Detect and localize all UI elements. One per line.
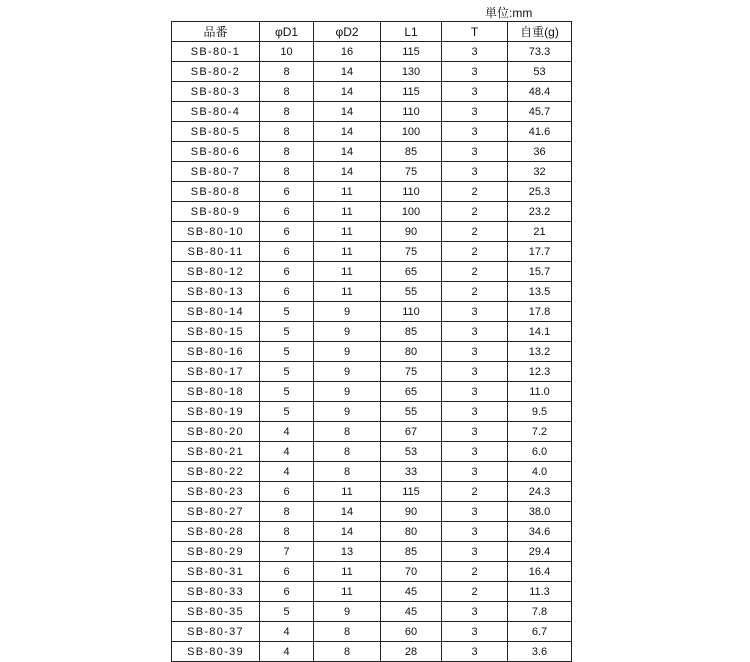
weight-cell: 17.7 (508, 242, 572, 262)
unit-label: 単位:mm (485, 6, 533, 20)
d1-cell: 7 (260, 542, 314, 562)
part-number-cell: SB-80-10 (172, 222, 260, 242)
l1-cell: 67 (381, 422, 442, 442)
weight-cell: 16.4 (508, 562, 572, 582)
t-cell: 2 (442, 202, 508, 222)
weight-cell: 41.6 (508, 122, 572, 142)
d1-cell: 4 (260, 462, 314, 482)
table-row (172, 622, 572, 642)
d2-cell: 14 (314, 142, 381, 162)
table-row (172, 402, 572, 422)
weight-cell: 73.3 (508, 42, 572, 62)
d2-cell: 14 (314, 502, 381, 522)
table-row (172, 162, 572, 182)
l1-cell: 75 (381, 162, 442, 182)
table-row (172, 122, 572, 142)
d1-cell: 6 (260, 562, 314, 582)
t-cell: 3 (442, 542, 508, 562)
d1-cell: 5 (260, 302, 314, 322)
weight-cell: 32 (508, 162, 572, 182)
weight-cell: 48.4 (508, 82, 572, 102)
d1-cell: 8 (260, 522, 314, 542)
part-number-cell: SB-80-27 (172, 502, 260, 522)
l1-cell: 75 (381, 242, 442, 262)
t-cell: 3 (442, 62, 508, 82)
t-cell: 3 (442, 622, 508, 642)
table-row (172, 42, 572, 62)
d2-cell: 11 (314, 262, 381, 282)
d2-cell: 14 (314, 162, 381, 182)
d2-cell: 14 (314, 62, 381, 82)
t-cell: 3 (442, 502, 508, 522)
table-row (172, 522, 572, 542)
d1-cell: 6 (260, 282, 314, 302)
l1-cell: 110 (381, 302, 442, 322)
header-weight: 自重(g) (508, 22, 572, 42)
l1-cell: 90 (381, 502, 442, 522)
d1-cell: 4 (260, 642, 314, 662)
part-number-cell: SB-80-3 (172, 82, 260, 102)
l1-cell: 85 (381, 142, 442, 162)
d1-cell: 10 (260, 42, 314, 62)
d1-cell: 4 (260, 422, 314, 442)
weight-cell: 4.0 (508, 462, 572, 482)
weight-cell: 38.0 (508, 502, 572, 522)
t-cell: 2 (442, 262, 508, 282)
t-cell: 3 (442, 522, 508, 542)
d1-cell: 5 (260, 602, 314, 622)
table-row (172, 82, 572, 102)
d1-cell: 5 (260, 402, 314, 422)
spec-table (171, 21, 572, 662)
t-cell: 3 (442, 322, 508, 342)
d2-cell: 11 (314, 202, 381, 222)
t-cell: 2 (442, 582, 508, 602)
d2-cell: 14 (314, 82, 381, 102)
d1-cell: 5 (260, 342, 314, 362)
header-t: T (442, 22, 508, 42)
t-cell: 2 (442, 242, 508, 262)
t-cell: 2 (442, 222, 508, 242)
part-number-cell: SB-80-19 (172, 402, 260, 422)
d1-cell: 5 (260, 362, 314, 382)
l1-cell: 115 (381, 482, 442, 502)
table-row (172, 442, 572, 462)
part-number-cell: SB-80-17 (172, 362, 260, 382)
t-cell: 3 (442, 422, 508, 442)
d2-cell: 11 (314, 282, 381, 302)
t-cell: 3 (442, 122, 508, 142)
d1-cell: 4 (260, 622, 314, 642)
t-cell: 2 (442, 482, 508, 502)
d2-cell: 16 (314, 42, 381, 62)
l1-cell: 55 (381, 282, 442, 302)
d1-cell: 8 (260, 122, 314, 142)
table-row (172, 182, 572, 202)
t-cell: 3 (442, 382, 508, 402)
d2-cell: 11 (314, 182, 381, 202)
part-number-cell: SB-80-28 (172, 522, 260, 542)
t-cell: 2 (442, 282, 508, 302)
header-d1: φD1 (260, 22, 314, 42)
part-number-cell: SB-80-14 (172, 302, 260, 322)
d2-cell: 8 (314, 642, 381, 662)
l1-cell: 80 (381, 522, 442, 542)
table-row (172, 382, 572, 402)
part-number-cell: SB-80-22 (172, 462, 260, 482)
d2-cell: 11 (314, 482, 381, 502)
l1-cell: 80 (381, 342, 442, 362)
weight-cell: 23.2 (508, 202, 572, 222)
d1-cell: 6 (260, 222, 314, 242)
table-header-row (172, 22, 572, 42)
part-number-cell: SB-80-7 (172, 162, 260, 182)
part-number-cell: SB-80-9 (172, 202, 260, 222)
part-number-cell: SB-80-15 (172, 322, 260, 342)
table-row (172, 582, 572, 602)
table-row (172, 242, 572, 262)
l1-cell: 110 (381, 182, 442, 202)
l1-cell: 28 (381, 642, 442, 662)
t-cell: 3 (442, 162, 508, 182)
weight-cell: 9.5 (508, 402, 572, 422)
part-number-cell: SB-80-8 (172, 182, 260, 202)
weight-cell: 17.8 (508, 302, 572, 322)
part-number-cell: SB-80-16 (172, 342, 260, 362)
part-number-cell: SB-80-29 (172, 542, 260, 562)
table-row (172, 222, 572, 242)
d1-cell: 8 (260, 62, 314, 82)
d1-cell: 6 (260, 582, 314, 602)
d1-cell: 8 (260, 502, 314, 522)
d2-cell: 9 (314, 362, 381, 382)
l1-cell: 65 (381, 262, 442, 282)
l1-cell: 53 (381, 442, 442, 462)
table-row (172, 562, 572, 582)
t-cell: 2 (442, 562, 508, 582)
d1-cell: 5 (260, 322, 314, 342)
part-number-cell: SB-80-18 (172, 382, 260, 402)
l1-cell: 130 (381, 62, 442, 82)
l1-cell: 60 (381, 622, 442, 642)
l1-cell: 33 (381, 462, 442, 482)
d2-cell: 14 (314, 122, 381, 142)
weight-cell: 7.2 (508, 422, 572, 442)
l1-cell: 100 (381, 122, 442, 142)
weight-cell: 24.3 (508, 482, 572, 502)
t-cell: 3 (442, 462, 508, 482)
weight-cell: 14.1 (508, 322, 572, 342)
table-row (172, 262, 572, 282)
d2-cell: 9 (314, 602, 381, 622)
t-cell: 3 (442, 102, 508, 122)
l1-cell: 100 (381, 202, 442, 222)
table-row (172, 202, 572, 222)
l1-cell: 115 (381, 42, 442, 62)
d2-cell: 11 (314, 242, 381, 262)
table-row (172, 62, 572, 82)
t-cell: 3 (442, 42, 508, 62)
part-number-cell: SB-80-33 (172, 582, 260, 602)
l1-cell: 110 (381, 102, 442, 122)
part-number-cell: SB-80-11 (172, 242, 260, 262)
d1-cell: 8 (260, 82, 314, 102)
table-row (172, 102, 572, 122)
weight-cell: 15.7 (508, 262, 572, 282)
t-cell: 3 (442, 442, 508, 462)
d2-cell: 9 (314, 302, 381, 322)
table-row (172, 482, 572, 502)
d1-cell: 5 (260, 382, 314, 402)
weight-cell: 11.3 (508, 582, 572, 602)
d1-cell: 4 (260, 442, 314, 462)
table-row (172, 502, 572, 522)
weight-cell: 3.6 (508, 642, 572, 662)
t-cell: 3 (442, 82, 508, 102)
part-number-cell: SB-80-13 (172, 282, 260, 302)
t-cell: 3 (442, 362, 508, 382)
part-number-cell: SB-80-12 (172, 262, 260, 282)
header-d2: φD2 (314, 22, 381, 42)
l1-cell: 75 (381, 362, 442, 382)
d1-cell: 8 (260, 102, 314, 122)
l1-cell: 115 (381, 82, 442, 102)
d2-cell: 8 (314, 622, 381, 642)
table-row (172, 602, 572, 622)
d2-cell: 11 (314, 582, 381, 602)
d2-cell: 8 (314, 462, 381, 482)
header-l1: L1 (381, 22, 442, 42)
weight-cell: 6.0 (508, 442, 572, 462)
d2-cell: 11 (314, 562, 381, 582)
d2-cell: 9 (314, 342, 381, 362)
t-cell: 3 (442, 142, 508, 162)
weight-cell: 7.8 (508, 602, 572, 622)
weight-cell: 13.5 (508, 282, 572, 302)
weight-cell: 25.3 (508, 182, 572, 202)
weight-cell: 12.3 (508, 362, 572, 382)
part-number-cell: SB-80-1 (172, 42, 260, 62)
part-number-cell: SB-80-4 (172, 102, 260, 122)
part-number-cell: SB-80-20 (172, 422, 260, 442)
weight-cell: 53 (508, 62, 572, 82)
d1-cell: 6 (260, 242, 314, 262)
weight-cell: 21 (508, 222, 572, 242)
d2-cell: 8 (314, 422, 381, 442)
part-number-cell: SB-80-2 (172, 62, 260, 82)
table-row (172, 322, 572, 342)
table-row (172, 302, 572, 322)
l1-cell: 70 (381, 562, 442, 582)
d2-cell: 9 (314, 402, 381, 422)
l1-cell: 55 (381, 402, 442, 422)
table-row (172, 142, 572, 162)
l1-cell: 90 (381, 222, 442, 242)
header-part-number: 品番 (172, 22, 260, 42)
part-number-cell: SB-80-5 (172, 122, 260, 142)
weight-cell: 6.7 (508, 622, 572, 642)
d2-cell: 14 (314, 522, 381, 542)
t-cell: 3 (442, 402, 508, 422)
part-number-cell: SB-80-35 (172, 602, 260, 622)
table-row (172, 342, 572, 362)
weight-cell: 36 (508, 142, 572, 162)
table-row (172, 462, 572, 482)
d1-cell: 6 (260, 482, 314, 502)
d2-cell: 14 (314, 102, 381, 122)
part-number-cell: SB-80-6 (172, 142, 260, 162)
d1-cell: 8 (260, 162, 314, 182)
l1-cell: 85 (381, 322, 442, 342)
t-cell: 3 (442, 302, 508, 322)
l1-cell: 45 (381, 602, 442, 622)
d2-cell: 11 (314, 222, 381, 242)
l1-cell: 45 (381, 582, 442, 602)
l1-cell: 85 (381, 542, 442, 562)
d2-cell: 13 (314, 542, 381, 562)
l1-cell: 65 (381, 382, 442, 402)
t-cell: 3 (442, 602, 508, 622)
d2-cell: 9 (314, 322, 381, 342)
d2-cell: 9 (314, 382, 381, 402)
d2-cell: 8 (314, 442, 381, 462)
part-number-cell: SB-80-37 (172, 622, 260, 642)
d1-cell: 6 (260, 182, 314, 202)
table-row (172, 422, 572, 442)
d1-cell: 6 (260, 202, 314, 222)
weight-cell: 34.6 (508, 522, 572, 542)
d1-cell: 6 (260, 262, 314, 282)
weight-cell: 29.4 (508, 542, 572, 562)
part-number-cell: SB-80-21 (172, 442, 260, 462)
t-cell: 3 (442, 342, 508, 362)
weight-cell: 13.2 (508, 342, 572, 362)
d1-cell: 8 (260, 142, 314, 162)
t-cell: 2 (442, 182, 508, 202)
table-row (172, 542, 572, 562)
part-number-cell: SB-80-23 (172, 482, 260, 502)
table-row (172, 282, 572, 302)
weight-cell: 45.7 (508, 102, 572, 122)
t-cell: 3 (442, 642, 508, 662)
weight-cell: 11.0 (508, 382, 572, 402)
part-number-cell: SB-80-31 (172, 562, 260, 582)
table-row (172, 362, 572, 382)
part-number-cell: SB-80-39 (172, 642, 260, 662)
